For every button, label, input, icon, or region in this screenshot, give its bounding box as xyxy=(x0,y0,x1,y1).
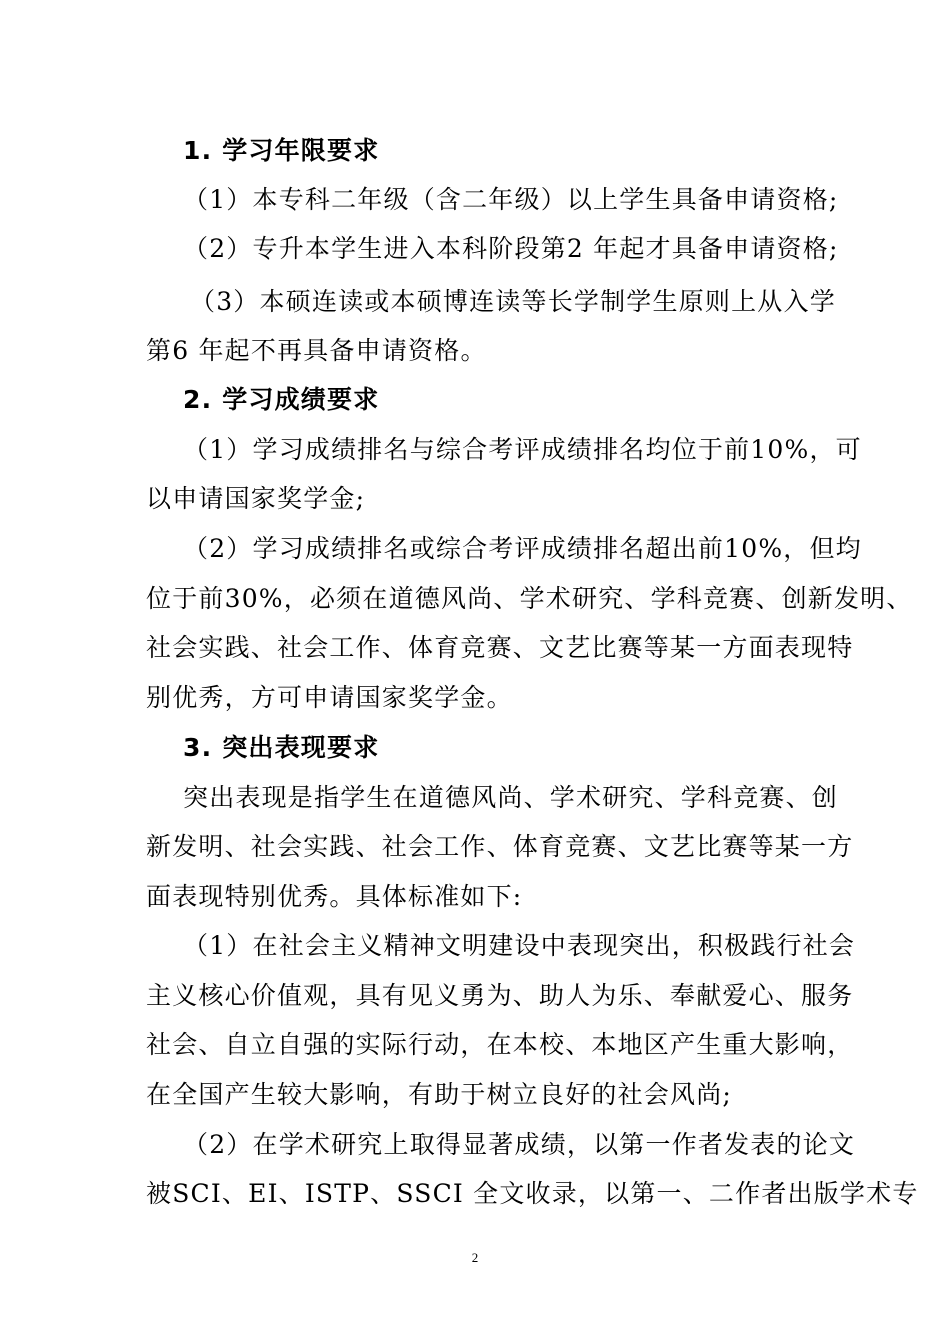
paragraph-line: 被SCI、EI、ISTP、SSCI 全文收录，以第一、二作者出版学术专 xyxy=(146,1179,919,1208)
paragraph-line: 位于前30%，必须在道德风尚、学术研究、学科竞赛、创新发明、 xyxy=(146,584,913,613)
paragraph-line: （2）在学术研究上取得显著成绩，以第一作者发表的论文 xyxy=(183,1130,856,1159)
paragraph-line: 以申请国家奖学金; xyxy=(146,484,366,513)
page-number: 2 xyxy=(471,1250,479,1265)
paragraph-line: （1）学习成绩排名与综合考评成绩排名均位于前10%，可 xyxy=(183,435,862,464)
paragraph-line: 在全国产生较大影响，有助于树立良好的社会风尚; xyxy=(146,1080,733,1109)
paragraph-line: （1）在社会主义精神文明建设中表现突出，积极践行社会 xyxy=(183,931,856,960)
section-heading-2: 2. 学习成绩要求 xyxy=(183,385,380,414)
paragraph-line: 社会实践、社会工作、体育竞赛、文艺比赛等某一方面表现特 xyxy=(146,633,854,662)
paragraph-line: （2）专升本学生进入本科阶段第2 年起才具备申请资格; xyxy=(183,234,839,263)
paragraph-line: （3）本硕连读或本硕博连读等长学制学生原则上从入学 xyxy=(190,287,836,316)
paragraph-line: 突出表现是指学生在道德风尚、学术研究、学科竞赛、创 xyxy=(183,783,839,812)
paragraph-line: 别优秀，方可申请国家奖学金。 xyxy=(146,683,513,712)
paragraph-line: （1）本专科二年级（含二年级）以上学生具备申请资格; xyxy=(183,185,839,214)
paragraph-line: 新发明、社会实践、社会工作、体育竞赛、文艺比赛等某一方 xyxy=(146,832,854,861)
paragraph-line: 面表现特别优秀。具体标准如下: xyxy=(146,882,523,911)
paragraph-line: 第6 年起不再具备申请资格。 xyxy=(146,336,487,365)
paragraph-line: 主义核心价值观，具有见义勇为、助人为乐、奉献爱心、服务 xyxy=(146,981,854,1010)
section-heading-3: 3. 突出表现要求 xyxy=(183,733,380,762)
section-heading-1: 1. 学习年限要求 xyxy=(183,136,380,165)
paragraph-line: （2）学习成绩排名或综合考评成绩排名超出前10%，但均 xyxy=(183,534,862,563)
paragraph-line: 社会、自立自强的实际行动，在本校、本地区产生重大影响， xyxy=(146,1030,854,1059)
